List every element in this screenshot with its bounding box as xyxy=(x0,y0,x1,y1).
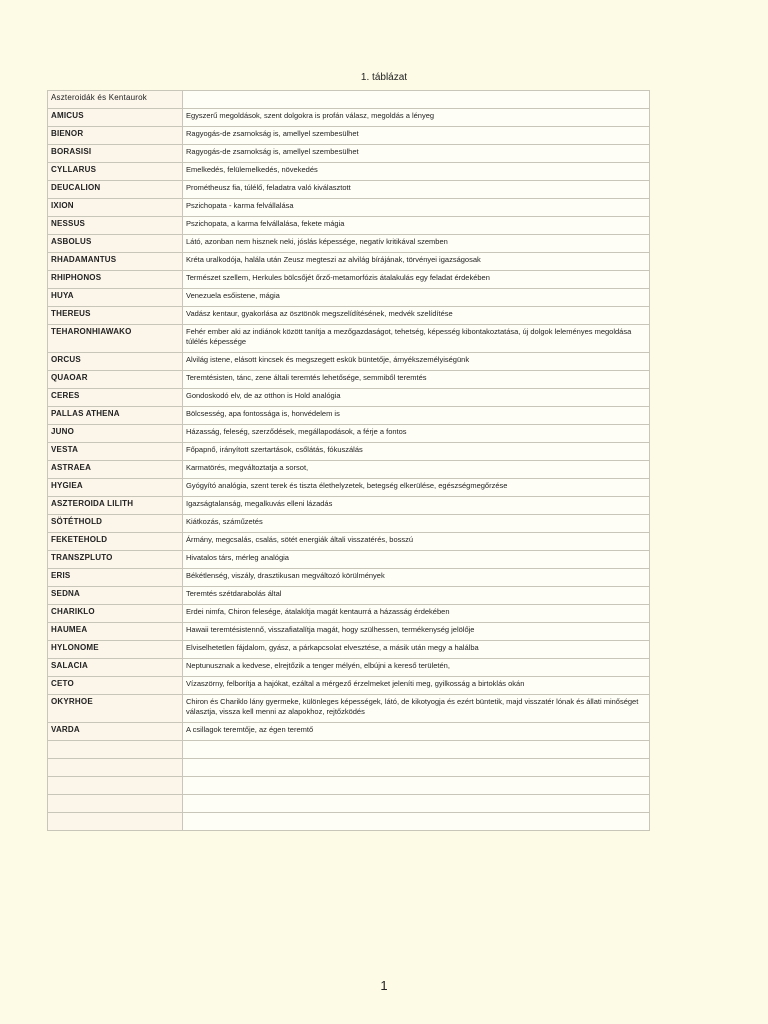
table-row xyxy=(48,271,650,289)
table-row xyxy=(48,515,650,533)
row-name-cell: HAUMEA xyxy=(48,623,183,641)
row-desc-cell: A csillagok teremtője, az égen teremtő xyxy=(183,723,650,741)
empty-row xyxy=(48,777,650,795)
row-desc-cell: Kiátkozás, száműzetés xyxy=(183,515,650,533)
row-desc-cell: Egyszerű megoldások, szent dolgokra is profán válasz, megoldás a lényeg xyxy=(183,109,650,127)
row-desc-cell: Ragyogás-de zsarnokság is, amellyel szembesülhet xyxy=(183,145,650,163)
row-name-cell: CETO xyxy=(48,677,183,695)
table-row xyxy=(48,497,650,515)
row-desc-cell: Venezuela esőistene, mágia xyxy=(183,289,650,307)
empty-desc-cell xyxy=(183,813,650,831)
row-desc-cell: Vadász kentaur, gyakorlása az ösztönök megszelídítésének, medvék szelídítése xyxy=(183,307,650,325)
row-name-cell: VESTA xyxy=(48,443,183,461)
row-desc-cell: Neptunusznak a kedvese, elrejtőzik a tenger mélyén, elbújni a kereső területén, xyxy=(183,659,650,677)
row-desc-cell: Házasság, feleség, szerződések, megállapodások, a férje a fontos xyxy=(183,425,650,443)
table-row xyxy=(48,289,650,307)
table-row xyxy=(48,407,650,425)
table-row xyxy=(48,353,650,371)
table-row xyxy=(48,623,650,641)
row-name-cell: HUYA xyxy=(48,289,183,307)
row-name-cell: AMICUS xyxy=(48,109,183,127)
table-row xyxy=(48,533,650,551)
row-name-cell: HYGIEA xyxy=(48,479,183,497)
table-row xyxy=(48,425,650,443)
table-row xyxy=(48,479,650,497)
row-name-cell: BORASISI xyxy=(48,145,183,163)
row-desc-cell: Teremtés szétdarabolás által xyxy=(183,587,650,605)
row-desc-cell: Pszichopata, a karma felvállalása, fekete mágia xyxy=(183,217,650,235)
row-name-cell: CHARIKLO xyxy=(48,605,183,623)
table-row xyxy=(48,659,650,677)
table-row xyxy=(48,551,650,569)
row-name-cell: QUAOAR xyxy=(48,371,183,389)
empty-desc-cell xyxy=(183,795,650,813)
row-name-cell: RHIPHONOS xyxy=(48,271,183,289)
table-row xyxy=(48,587,650,605)
row-desc-cell: Chiron és Chariklo lány gyermeke, különleges képességek, látó, de kikotyogja és ezért büntetik, majd visszatér lónak és állati minőséget választja, vissza kell menni az alapokhoz, rejtőzködés xyxy=(183,695,650,723)
row-desc-cell: Hawaii teremtésistennő, visszafiatalítja magát, hogy szülhessen, termékenység jelölője xyxy=(183,623,650,641)
empty-row xyxy=(48,759,650,777)
row-name-cell: ASBOLUS xyxy=(48,235,183,253)
row-name-cell: TRANSZPLUTO xyxy=(48,551,183,569)
row-name-cell: PALLAS ATHENA xyxy=(48,407,183,425)
row-desc-cell: Ragyogás-de zsarnokság is, amellyel szembesülhet xyxy=(183,127,650,145)
row-name-cell: ASTRAEA xyxy=(48,461,183,479)
row-desc-cell: Bölcsesség, apa fontossága is, honvédelem is xyxy=(183,407,650,425)
table-row xyxy=(48,443,650,461)
table-row xyxy=(48,145,650,163)
row-desc-cell: Erdei nimfa, Chiron felesége, átalakítja magát kentaurrá a házasság érdekében xyxy=(183,605,650,623)
table-row xyxy=(48,605,650,623)
empty-name-cell xyxy=(48,795,183,813)
table-row xyxy=(48,723,650,741)
row-name-cell: THEREUS xyxy=(48,307,183,325)
empty-row xyxy=(48,795,650,813)
row-name-cell: ASZTEROIDA LILITH xyxy=(48,497,183,515)
row-desc-cell: Természet szellem, Herkules bölcsőjét őrző-metamorfózis átalakulás egy feladat érdekében xyxy=(183,271,650,289)
empty-name-cell xyxy=(48,813,183,831)
table-row xyxy=(48,235,650,253)
row-desc-cell: Emelkedés, felülemelkedés, növekedés xyxy=(183,163,650,181)
row-name-cell: CYLLARUS xyxy=(48,163,183,181)
table-header-row xyxy=(48,91,650,109)
table-row xyxy=(48,569,650,587)
row-desc-cell: Igazságtalanság, megalkuvás elleni lázadás xyxy=(183,497,650,515)
table-row xyxy=(48,307,650,325)
row-name-cell: HYLONOME xyxy=(48,641,183,659)
row-desc-cell: Hivatalos társ, mérleg analógia xyxy=(183,551,650,569)
empty-row xyxy=(48,813,650,831)
row-name-cell: FEKETEHOLD xyxy=(48,533,183,551)
table-row xyxy=(48,217,650,235)
row-desc-cell: Vízaszörny, felborítja a hajókat, ezáltal a mérgező érzelmeket jeleníti meg, gyilkosság a birtoklás okán xyxy=(183,677,650,695)
row-name-cell: BIENOR xyxy=(48,127,183,145)
table-row xyxy=(48,199,650,217)
table-row xyxy=(48,127,650,145)
empty-name-cell xyxy=(48,741,183,759)
row-name-cell: SALACIA xyxy=(48,659,183,677)
row-desc-cell: Főpapnő, irányított szertartások, csőlátás, fókuszálás xyxy=(183,443,650,461)
row-desc-cell: Karmatörés, megváltoztatja a sorsot, xyxy=(183,461,650,479)
row-name-cell: TEHARONHIAWAKO xyxy=(48,325,183,353)
empty-name-cell xyxy=(48,777,183,795)
row-name-cell: ORCUS xyxy=(48,353,183,371)
row-desc-cell: Látó, azonban nem hisznek neki, jóslás képessége, negatív kritikával szemben xyxy=(183,235,650,253)
row-name-cell: DEUCALION xyxy=(48,181,183,199)
row-name-cell: SEDNA xyxy=(48,587,183,605)
header-cell-name: Aszteroidák és Kentaurok xyxy=(48,91,183,109)
table-row xyxy=(48,461,650,479)
row-name-cell: ERIS xyxy=(48,569,183,587)
table-row xyxy=(48,253,650,271)
empty-desc-cell xyxy=(183,759,650,777)
empty-desc-cell xyxy=(183,741,650,759)
table-row xyxy=(48,163,650,181)
row-name-cell: NESSUS xyxy=(48,217,183,235)
row-desc-cell: Elviselhetetlen fájdalom, gyász, a párkapcsolat elvesztése, a másik után megy a halálba xyxy=(183,641,650,659)
row-desc-cell: Pszichopata - karma felvállalása xyxy=(183,199,650,217)
row-name-cell: RHADAMANTUS xyxy=(48,253,183,271)
row-name-cell: VARDA xyxy=(48,723,183,741)
empty-name-cell xyxy=(48,759,183,777)
row-desc-cell: Prométheusz fia, túlélő, feladatra való kiválasztott xyxy=(183,181,650,199)
row-desc-cell: Teremtésisten, tánc, zene általi teremtés lehetősége, semmiből teremtés xyxy=(183,371,650,389)
asteroid-table xyxy=(47,90,650,831)
table-caption: 1. táblázat xyxy=(360,72,408,83)
row-desc-cell: Ármány, megcsalás, csalás, sötét energiák általi visszatérés, bosszú xyxy=(183,533,650,551)
row-desc-cell: Kréta uralkodója, halála után Zeusz megteszi az alvilág bírájának, törvényei igazságosak xyxy=(183,253,650,271)
table-row xyxy=(48,389,650,407)
row-name-cell: IXION xyxy=(48,199,183,217)
table-row xyxy=(48,325,650,353)
header-cell-desc xyxy=(183,91,650,109)
row-desc-cell: Alvilág istene, elásott kincsek és megszegett eskük büntetője, árnyékszemélyiségünk xyxy=(183,353,650,371)
row-desc-cell: Gyógyító analógia, szent terek és tiszta élethelyzetek, betegség elkerülése, egészségmegőrzése xyxy=(183,479,650,497)
page-number: 1 xyxy=(380,978,388,993)
table-row xyxy=(48,109,650,127)
empty-row xyxy=(48,741,650,759)
table-row xyxy=(48,641,650,659)
row-desc-cell: Fehér ember aki az indiánok között tanítja a mezőgazdaságot, tehetség, képesség kibontakoztatása, új dolgok leleményes megoldása túlélés képessége xyxy=(183,325,650,353)
empty-desc-cell xyxy=(183,777,650,795)
row-name-cell: OKYRHOE xyxy=(48,695,183,723)
table-row xyxy=(48,677,650,695)
row-desc-cell: Békétlenség, viszály, drasztikusan megváltozó körülmények xyxy=(183,569,650,587)
table-row xyxy=(48,371,650,389)
row-desc-cell: Gondoskodó elv, de az otthon is Hold analógia xyxy=(183,389,650,407)
table-row xyxy=(48,181,650,199)
table-row xyxy=(48,695,650,723)
row-name-cell: JUNO xyxy=(48,425,183,443)
row-name-cell: CERES xyxy=(48,389,183,407)
row-name-cell: SÖTÉTHOLD xyxy=(48,515,183,533)
